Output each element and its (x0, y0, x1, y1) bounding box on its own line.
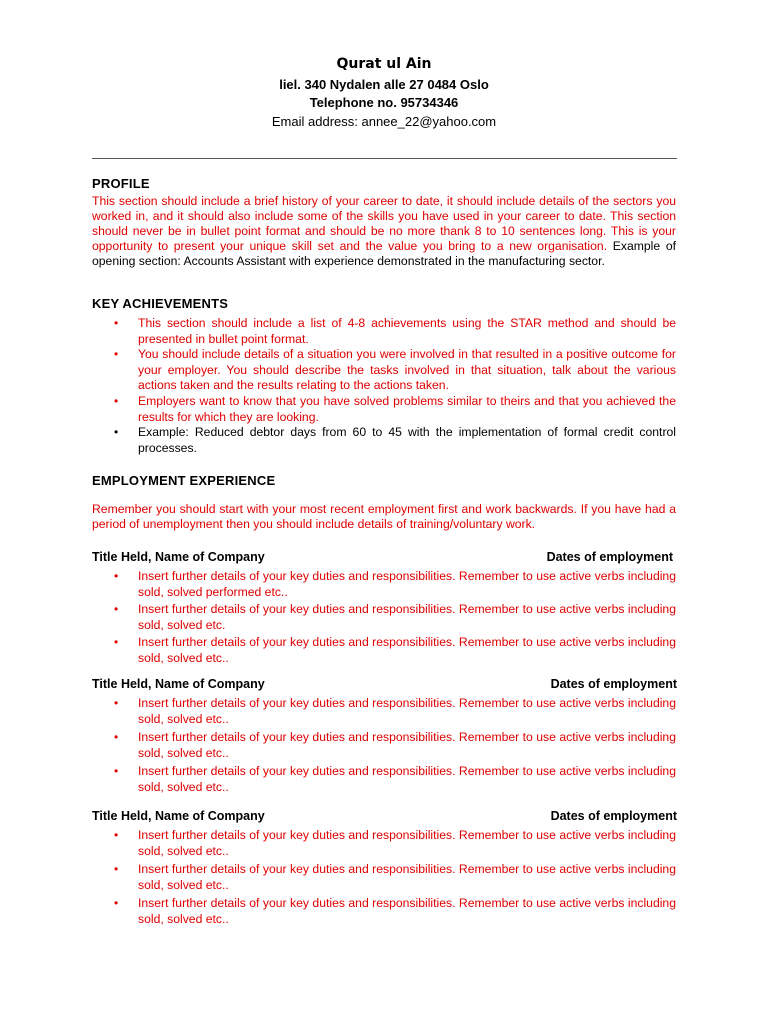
address-line: liel. 340 Nydalen alle 27 0484 Oslo (279, 77, 489, 92)
duty-text: Insert further details of your key duties and responsibilities. Remember to use active verbs including sold, solved etc.. (138, 895, 676, 927)
achievement-item (112, 347, 676, 394)
duty-item (112, 729, 676, 762)
bullet-icon: • (114, 696, 119, 710)
duties-list (112, 568, 676, 666)
achievements-heading: KEY ACHIEVEMENTS (92, 296, 229, 311)
achievement-text: Example: Reduced debtor days from 60 to 45 with the implementation of formal credit control processes. (138, 425, 676, 455)
duty-item (112, 827, 676, 860)
bullet-icon: • (114, 763, 119, 778)
bullet-icon: • (114, 425, 119, 440)
bullet-icon: • (114, 634, 119, 649)
profile-paragraph (92, 194, 676, 269)
duty-item (112, 634, 676, 667)
duties-list (112, 695, 676, 796)
header-divider (92, 158, 677, 159)
profile-heading: PROFILE (92, 176, 150, 191)
bullet-icon: • (114, 393, 119, 408)
employment-heading: EMPLOYMENT EXPERIENCE (92, 473, 276, 488)
duty-item (112, 895, 676, 928)
job-title: Title Held, Name of Company (92, 809, 265, 823)
bullet-icon: • (114, 828, 119, 842)
duty-item (112, 568, 676, 601)
bullet-icon: • (114, 601, 119, 616)
duty-text: Insert further details of your key duties and responsibilities. Remember to use active verbs including sold, solved etc.. (138, 763, 676, 795)
duty-item (112, 763, 676, 796)
email-line: Email address: annee_22@yahoo.com (271, 114, 497, 129)
bullet-icon: • (114, 861, 119, 876)
duty-text: Insert further details of your key duties and responsibilities. Remember to use active verbs including sold, solved etc. (138, 601, 676, 633)
achievements-list (112, 316, 676, 456)
job-title: Title Held, Name of Company (92, 677, 265, 691)
duty-text: Insert further details of your key duties and responsibilities. Remember to use active verbs including sold, solved etc.. (138, 861, 676, 893)
bullet-icon: • (114, 569, 119, 583)
duty-item (112, 695, 676, 728)
job-title: Title Held, Name of Company (92, 550, 265, 564)
job-dates: Dates of employment (550, 809, 677, 823)
duty-text: Insert further details of your key duties and responsibilities. Remember to use active verbs including sold, solved performed etc.. (138, 569, 676, 600)
duty-text: Insert further details of your key duties and responsibilities. Remember to use active verbs including sold, solved etc.. (138, 634, 676, 666)
employment-intro: Remember you should start with your most recent employment first and work backwards. If you have had a period of unemployment then you should include details of training/voluntary work. (92, 502, 676, 531)
profile-text-black: Example of opening section: Accounts Assistant with experience demonstrated in the manufacturing sector. (92, 238, 676, 268)
job-dates: Dates of employment (550, 677, 677, 691)
telephone-line: Telephone no. 95734346 (309, 95, 459, 110)
job-dates: Dates of employment (546, 550, 673, 564)
achievement-item (112, 316, 676, 347)
bullet-icon: • (114, 729, 119, 744)
candidate-name: Qurat ul Ain (336, 56, 432, 72)
duty-item (112, 601, 676, 634)
achievement-item (112, 394, 676, 425)
duty-item (112, 861, 676, 894)
duty-text: Insert further details of your key duties and responsibilities. Remember to use active verbs including sold, solved etc.. (138, 696, 676, 727)
achievement-text: You should include details of a situation you were involved in that resulted in a positive outcome for your employer. You should describe the tasks involved in that situation, talk about the various actions taken and the results relating to the actions taken. (138, 347, 676, 393)
achievement-text: Employers want to know that you have solved problems similar to theirs and that you achieved the results for which they are looking. (138, 393, 676, 424)
duty-text: Insert further details of your key duties and responsibilities. Remember to use active verbs including sold, solved etc.. (138, 729, 676, 761)
achievement-item (112, 425, 676, 456)
bullet-icon: • (114, 895, 119, 910)
achievement-text: This section should include a list of 4-8 achievements using the STAR method and should be presented in bullet point format. (138, 316, 676, 346)
duties-list (112, 827, 676, 928)
bullet-icon: • (114, 316, 119, 330)
profile-text-red: This section should include a brief history of your career to date, it should include details of the sectors you worked in, and it should also include some of the skills you have used in your career to date. This section should never be in bullet point format and should be no more thank 8 to 10 sentences long. This is your opportunity to present your unique skill set and the value you bring to a new organisation. (92, 194, 676, 253)
bullet-icon: • (114, 347, 119, 362)
duty-text: Insert further details of your key duties and responsibilities. Remember to use active verbs including sold, solved etc.. (138, 828, 676, 859)
